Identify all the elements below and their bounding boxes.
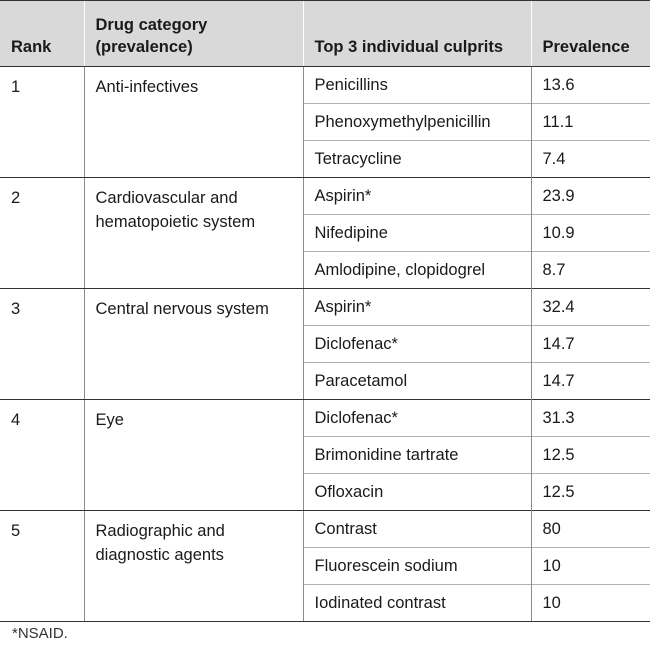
- header-row: [0, 1, 650, 67]
- prevalence-cell: 14.7: [531, 326, 650, 363]
- rank-cell: 3: [0, 289, 84, 400]
- culprit-cell: Brimonidine tartrate: [303, 437, 531, 474]
- prevalence-cell: 12.5: [531, 437, 650, 474]
- header-category: Drug category (prevalence): [84, 1, 303, 67]
- culprit-cell: Paracetamol: [303, 363, 531, 400]
- prevalence-cell: 10.9: [531, 215, 650, 252]
- table-row: [0, 178, 650, 215]
- prevalence-cell: 80: [531, 511, 650, 548]
- prevalence-cell: 7.4: [531, 141, 650, 178]
- category-cell: Central nervous system: [84, 289, 303, 400]
- category-cell: Anti-infectives: [84, 67, 303, 178]
- header-prevalence: Prevalence: [531, 1, 650, 67]
- category-cell: Radiographic and diagnostic agents: [84, 511, 303, 622]
- footnote: *NSAID.: [12, 625, 68, 642]
- table-body: [0, 67, 650, 622]
- culprit-cell: Phenoxymethylpenicillin: [303, 104, 531, 141]
- prevalence-cell: 14.7: [531, 363, 650, 400]
- prevalence-cell: 32.4: [531, 289, 650, 326]
- culprit-cell: Fluorescein sodium: [303, 548, 531, 585]
- category-cell: Eye: [84, 400, 303, 511]
- culprit-cell: Nifedipine: [303, 215, 531, 252]
- culprit-cell: Diclofenac*: [303, 400, 531, 437]
- culprit-cell: Penicillins: [303, 67, 531, 104]
- table-row: [0, 511, 650, 548]
- prevalence-cell: 10: [531, 548, 650, 585]
- table-row: [0, 289, 650, 326]
- prevalence-cell: 11.1: [531, 104, 650, 141]
- prevalence-cell: 8.7: [531, 252, 650, 289]
- header-rank: Rank: [0, 1, 84, 67]
- header-culprits: Top 3 individual culprits: [303, 1, 531, 67]
- prevalence-cell: 10: [531, 585, 650, 622]
- rank-cell: 1: [0, 67, 84, 178]
- culprit-cell: Iodinated contrast: [303, 585, 531, 622]
- culprit-cell: Aspirin*: [303, 289, 531, 326]
- culprit-cell: Aspirin*: [303, 178, 531, 215]
- rank-cell: 2: [0, 178, 84, 289]
- category-cell: Cardiovascular and hematopoietic system: [84, 178, 303, 289]
- prevalence-cell: 13.6: [531, 67, 650, 104]
- culprit-cell: Tetracycline: [303, 141, 531, 178]
- rank-cell: 4: [0, 400, 84, 511]
- prevalence-cell: 12.5: [531, 474, 650, 511]
- table-row: [0, 400, 650, 437]
- culprit-cell: Diclofenac*: [303, 326, 531, 363]
- culprit-cell: Contrast: [303, 511, 531, 548]
- rank-cell: 5: [0, 511, 84, 622]
- culprit-cell: Ofloxacin: [303, 474, 531, 511]
- culprit-cell: Amlodipine, clopidogrel: [303, 252, 531, 289]
- prevalence-cell: 31.3: [531, 400, 650, 437]
- prevalence-cell: 23.9: [531, 178, 650, 215]
- table-header: [0, 1, 650, 67]
- table-row: [0, 67, 650, 104]
